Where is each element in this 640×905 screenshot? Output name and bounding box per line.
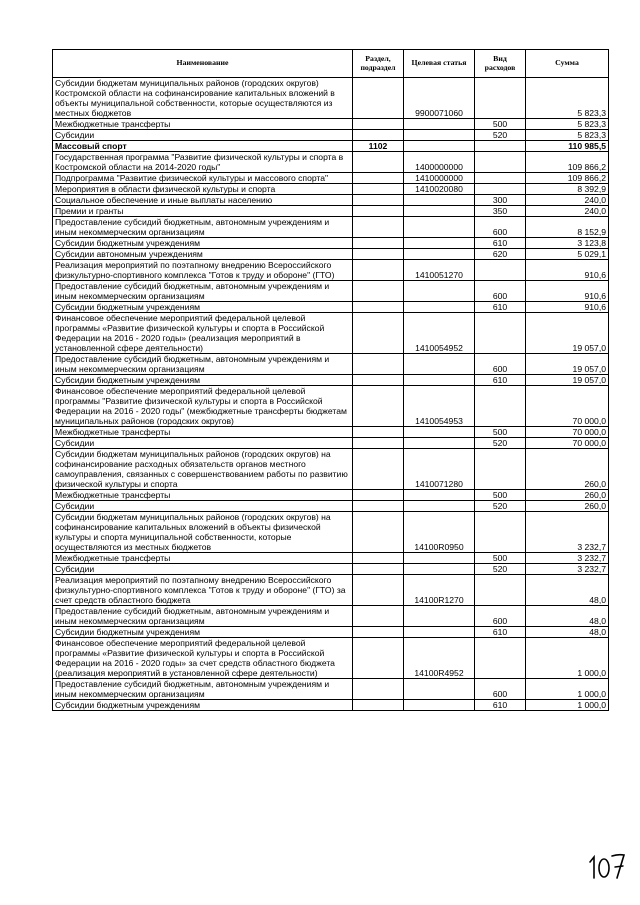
cell-type: 610 — [475, 375, 526, 386]
cell-type: 520 — [475, 130, 526, 141]
cell-target — [404, 606, 475, 627]
table-row — [53, 195, 609, 206]
cell-sum: 1 000,0 — [526, 700, 609, 711]
cell-sum: 70 000,0 — [526, 386, 609, 427]
cell-sum: 260,0 — [526, 490, 609, 501]
cell-sum: 19 057,0 — [526, 375, 609, 386]
table-row — [53, 130, 609, 141]
cell-section — [353, 130, 404, 141]
cell-target — [404, 249, 475, 260]
cell-type: 610 — [475, 238, 526, 249]
cell-target — [404, 427, 475, 438]
table-row — [53, 386, 609, 427]
cell-target: 14100R1270 — [404, 575, 475, 606]
cell-target — [404, 354, 475, 375]
cell-section — [353, 700, 404, 711]
cell-type: 600 — [475, 217, 526, 238]
cell-type — [475, 173, 526, 184]
cell-name: Мероприятия в области физической культуры и спорта — [53, 184, 353, 195]
cell-section — [353, 575, 404, 606]
cell-name: Предоставление субсидий бюджетным, автономным учреждениям и иным некоммерческим организациям — [53, 354, 353, 375]
cell-type: 600 — [475, 679, 526, 700]
table-row — [53, 152, 609, 173]
cell-name: Социальное обеспечение и иные выплаты населению — [53, 195, 353, 206]
cell-sum: 48,0 — [526, 627, 609, 638]
cell-type: 610 — [475, 302, 526, 313]
cell-target: 1400000000 — [404, 152, 475, 173]
table-row — [53, 119, 609, 130]
cell-name: Субсидии бюджетным учреждениям — [53, 375, 353, 386]
cell-name: Межбюджетные трансферты — [53, 490, 353, 501]
table-body — [53, 78, 609, 711]
cell-target — [404, 195, 475, 206]
cell-section — [353, 553, 404, 564]
cell-section — [353, 606, 404, 627]
table-row — [53, 173, 609, 184]
cell-type — [475, 386, 526, 427]
cell-target: 1410000000 — [404, 173, 475, 184]
cell-sum: 8 392,9 — [526, 184, 609, 195]
cell-sum: 240,0 — [526, 195, 609, 206]
cell-target — [404, 700, 475, 711]
cell-target — [404, 375, 475, 386]
cell-name: Подпрограмма "Развитие физической культуры и массового спорта" — [53, 173, 353, 184]
cell-section — [353, 490, 404, 501]
table-row — [53, 427, 609, 438]
cell-sum: 910,6 — [526, 260, 609, 281]
column-header-sum: Сумма — [526, 50, 609, 78]
cell-name: Реализация мероприятий по поэтапному внедрению Всероссийского физкультурно-спортивного комплекса "Готов к труду и обороне" (ГТО) за счет средств областного бюджета — [53, 575, 353, 606]
cell-section — [353, 438, 404, 449]
cell-section — [353, 386, 404, 427]
cell-target — [404, 141, 475, 152]
cell-name: Субсидии бюджетам муниципальных районов (городских округов) Костромской области на софинансирование капитальных вложений в объекты муниципальной собственности, которые осуществляются из местных бюджетов — [53, 78, 353, 119]
cell-name: Межбюджетные трансферты — [53, 427, 353, 438]
cell-sum: 5 823,3 — [526, 130, 609, 141]
cell-name: Предоставление субсидий бюджетным, автономным учреждениям и иным некоммерческим организациям — [53, 679, 353, 700]
cell-type — [475, 141, 526, 152]
table-row — [53, 679, 609, 700]
cell-section — [353, 512, 404, 553]
cell-sum: 70 000,0 — [526, 427, 609, 438]
cell-section — [353, 313, 404, 354]
cell-sum: 910,6 — [526, 302, 609, 313]
column-header-section: Раздел, подраздел — [353, 50, 404, 78]
table-row — [53, 354, 609, 375]
cell-target — [404, 438, 475, 449]
cell-section — [353, 449, 404, 490]
table-row — [53, 553, 609, 564]
cell-name: Субсидии — [53, 438, 353, 449]
cell-section — [353, 249, 404, 260]
cell-sum: 48,0 — [526, 606, 609, 627]
cell-target: 1410051270 — [404, 260, 475, 281]
cell-type: 500 — [475, 119, 526, 130]
cell-name: Финансовое обеспечение мероприятий федеральной целевой программы «Развитие физической культуры и спорта в Российской Федерации на 2016 - 2020 годы» (реализация мероприятий в установленной сфере деятельности) — [53, 313, 353, 354]
cell-section — [353, 627, 404, 638]
cell-target — [404, 130, 475, 141]
table-row — [53, 700, 609, 711]
table-row — [53, 313, 609, 354]
cell-section — [353, 195, 404, 206]
cell-name: Субсидии бюджетным учреждениям — [53, 700, 353, 711]
cell-target: 1410054953 — [404, 386, 475, 427]
cell-name: Субсидии — [53, 564, 353, 575]
cell-sum: 910,6 — [526, 281, 609, 302]
cell-section — [353, 564, 404, 575]
cell-type — [475, 575, 526, 606]
cell-name: Субсидии автономным учреждениям — [53, 249, 353, 260]
cell-type: 600 — [475, 354, 526, 375]
table-row — [53, 490, 609, 501]
cell-section — [353, 427, 404, 438]
cell-name: Субсидии бюджетным учреждениям — [53, 238, 353, 249]
column-header-target: Целевая статья — [404, 50, 475, 78]
cell-section — [353, 354, 404, 375]
table-row — [53, 78, 609, 119]
cell-sum: 260,0 — [526, 449, 609, 490]
cell-type: 500 — [475, 490, 526, 501]
cell-name: Предоставление субсидий бюджетным, автономным учреждениям и иным некоммерческим организациям — [53, 606, 353, 627]
cell-target: 1410020080 — [404, 184, 475, 195]
table-row — [53, 238, 609, 249]
cell-type — [475, 449, 526, 490]
cell-section — [353, 302, 404, 313]
table-row — [53, 627, 609, 638]
cell-target — [404, 627, 475, 638]
column-header-name: Наименование — [53, 50, 353, 78]
cell-name: Субсидии бюджетам муниципальных районов (городских округов) на софинансирование капитальных вложений в объекты физической культуры и спорта муниципальной собственности, которые осуществляются из местных бюджетов — [53, 512, 353, 553]
cell-target — [404, 217, 475, 238]
cell-section — [353, 119, 404, 130]
cell-name: Межбюджетные трансферты — [53, 119, 353, 130]
cell-sum: 19 057,0 — [526, 354, 609, 375]
cell-sum: 109 866,2 — [526, 173, 609, 184]
cell-name: Государственная программа "Развитие физической культуры и спорта в Костромской области на 2014-2020 годы" — [53, 152, 353, 173]
cell-sum: 3 232,7 — [526, 512, 609, 553]
cell-sum: 5 823,3 — [526, 119, 609, 130]
cell-type: 600 — [475, 606, 526, 627]
table-header-row — [53, 50, 609, 78]
cell-target: 14100R0950 — [404, 512, 475, 553]
table-row — [53, 638, 609, 679]
cell-name: Субсидии бюджетным учреждениям — [53, 302, 353, 313]
cell-sum: 3 123,8 — [526, 238, 609, 249]
cell-section — [353, 206, 404, 217]
cell-type: 500 — [475, 553, 526, 564]
cell-section — [353, 217, 404, 238]
table-row — [53, 206, 609, 217]
cell-type: 300 — [475, 195, 526, 206]
cell-sum: 260,0 — [526, 501, 609, 512]
table-row — [53, 575, 609, 606]
cell-section — [353, 173, 404, 184]
table-row — [53, 184, 609, 195]
cell-type: 610 — [475, 700, 526, 711]
cell-type: 520 — [475, 438, 526, 449]
cell-sum: 3 232,7 — [526, 564, 609, 575]
table-row — [53, 438, 609, 449]
cell-sum: 1 000,0 — [526, 679, 609, 700]
cell-section — [353, 152, 404, 173]
cell-section — [353, 238, 404, 249]
cell-name: Массовый спорт — [53, 141, 353, 152]
cell-sum: 48,0 — [526, 575, 609, 606]
cell-target — [404, 119, 475, 130]
cell-name: Субсидии — [53, 501, 353, 512]
budget-table — [52, 49, 609, 711]
cell-sum: 1 000,0 — [526, 638, 609, 679]
cell-sum: 5 029,1 — [526, 249, 609, 260]
cell-name: Субсидии бюджетным учреждениям — [53, 627, 353, 638]
cell-type: 620 — [475, 249, 526, 260]
cell-section: 1102 — [353, 141, 404, 152]
table-row — [53, 564, 609, 575]
table-row — [53, 449, 609, 490]
table-row — [53, 249, 609, 260]
table-row — [53, 375, 609, 386]
cell-target — [404, 302, 475, 313]
column-header-type: Вид расходов — [475, 50, 526, 78]
cell-target — [404, 501, 475, 512]
cell-type: 610 — [475, 627, 526, 638]
cell-target — [404, 490, 475, 501]
cell-name: Предоставление субсидий бюджетным, автономным учреждениям и иным некоммерческим организациям — [53, 217, 353, 238]
cell-sum: 5 823,3 — [526, 78, 609, 119]
cell-section — [353, 184, 404, 195]
cell-name: Реализация мероприятий по поэтапному внедрению Всероссийского физкультурно-спортивного комплекса "Готов к труду и обороне" (ГТО) — [53, 260, 353, 281]
cell-target — [404, 564, 475, 575]
cell-type — [475, 638, 526, 679]
cell-sum: 19 057,0 — [526, 313, 609, 354]
cell-section — [353, 679, 404, 700]
cell-sum: 109 866,2 — [526, 152, 609, 173]
cell-type — [475, 512, 526, 553]
cell-target: 9900071060 — [404, 78, 475, 119]
cell-target: 14100R4952 — [404, 638, 475, 679]
cell-sum: 110 985,5 — [526, 141, 609, 152]
cell-section — [353, 375, 404, 386]
cell-section — [353, 638, 404, 679]
cell-name: Финансовое обеспечение мероприятий федеральной целевой программы «Развитие физической культуры и спорта в Российской Федерации на 2016 - 2020 годы» за счет средств областного бюджета (реализация мероприятий в установленной сфере деятельности) — [53, 638, 353, 679]
cell-target — [404, 281, 475, 302]
cell-type — [475, 152, 526, 173]
cell-type — [475, 313, 526, 354]
cell-name: Субсидии бюджетам муниципальных районов (городских округов) на софинансирование расходных обязательств органов местного самоуправления, связанных с совершенствованием работы по развитию физической культуры и спорта — [53, 449, 353, 490]
table-row — [53, 512, 609, 553]
table-row — [53, 141, 609, 152]
cell-target — [404, 238, 475, 249]
cell-name: Межбюджетные трансферты — [53, 553, 353, 564]
cell-sum: 240,0 — [526, 206, 609, 217]
cell-type: 520 — [475, 501, 526, 512]
cell-name: Субсидии — [53, 130, 353, 141]
handwritten-page-number — [584, 848, 628, 882]
cell-section — [353, 260, 404, 281]
table-row — [53, 281, 609, 302]
cell-type — [475, 184, 526, 195]
cell-target — [404, 679, 475, 700]
table-row — [53, 302, 609, 313]
cell-section — [353, 78, 404, 119]
cell-type: 600 — [475, 281, 526, 302]
cell-section — [353, 281, 404, 302]
cell-type — [475, 78, 526, 119]
cell-type: 500 — [475, 427, 526, 438]
cell-target — [404, 553, 475, 564]
cell-sum: 3 232,7 — [526, 553, 609, 564]
cell-section — [353, 501, 404, 512]
table-row — [53, 260, 609, 281]
cell-sum: 70 000,0 — [526, 438, 609, 449]
cell-sum: 8 152,9 — [526, 217, 609, 238]
cell-type — [475, 260, 526, 281]
table-row — [53, 606, 609, 627]
cell-name: Премии и гранты — [53, 206, 353, 217]
cell-name: Предоставление субсидий бюджетным, автономным учреждениям и иным некоммерческим организациям — [53, 281, 353, 302]
table-row — [53, 217, 609, 238]
cell-type: 350 — [475, 206, 526, 217]
cell-target — [404, 206, 475, 217]
cell-target: 1410054952 — [404, 313, 475, 354]
cell-target: 1410071280 — [404, 449, 475, 490]
cell-type: 520 — [475, 564, 526, 575]
table-row — [53, 501, 609, 512]
cell-name: Финансовое обеспечение мероприятий федеральной целевой программы "Развитие физической культуры и спорта в Российской Федерации на 2016 - 2020 годы" (межбюджетные трансферты бюджетам муниципальных районов (городских округов) — [53, 386, 353, 427]
